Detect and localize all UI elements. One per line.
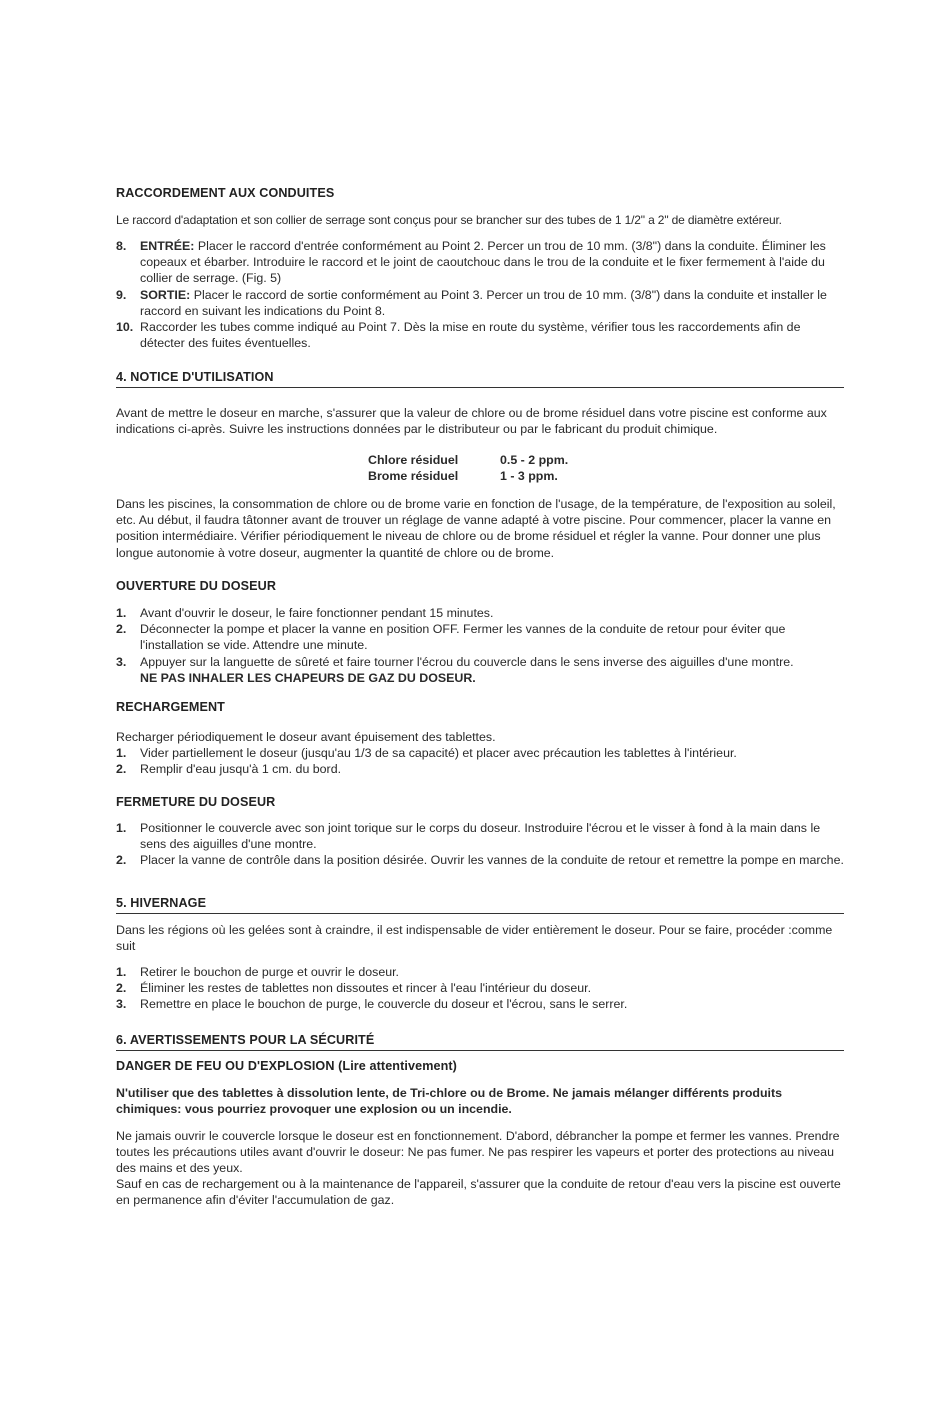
value-label: Brome résiduel <box>368 469 459 484</box>
item-number: 2. <box>116 981 127 996</box>
item-text: Remplir d'eau jusqu'à 1 cm. du bord. <box>140 762 342 777</box>
fermeture-list <box>116 820 844 869</box>
residual-values-table <box>368 452 568 484</box>
value-label: Chlore résiduel <box>368 453 459 467</box>
item-number: 10. <box>116 320 134 335</box>
item-number: 1. <box>116 746 127 760</box>
notice-body: Dans les piscines, la consommation de chlore ou de brome varie en fonction de l'usage, de la température, de l'exposition au soleil, etc. Au début, il faudra tâtonner avant de trouver un réglage de vanne adapté à votre piscine. Pour commencer, placer la vanne en position intermédiaire. Vérifier périodiquement le niveau de chlore ou de brome résiduel et régler la vanne. Pour donner une plus longue autonomie à votre doseur, augmenter la quantité de chlore ou de brome. <box>116 497 836 560</box>
list-item <box>116 238 844 287</box>
value-amount: 0.5 - 2 ppm. <box>500 453 569 467</box>
list-item <box>116 605 844 621</box>
safety-paragraph-1: Ne jamais ouvrir le couvercle lorsque le doseur est en fonctionnement. D'abord, débrancher la pompe et fermer les vannes. Prendre toutes les précautions utiles avant d'ouvrir le doseur: Ne pas fumer. Ne pas respirer les vapeurs et porter des protections au niveau des mains et des yeux. <box>116 1129 840 1176</box>
item-text: Placer le raccord de sortie conformément au Point 3. Percer un trou de 10 mm. (3/8") dans la conduite et installer le raccord en suivant les indications du Point 8. <box>140 287 827 318</box>
section-heading-rechargement: RECHARGEMENT <box>116 700 225 714</box>
list-item <box>116 996 844 1012</box>
list-item <box>116 621 844 653</box>
item-text: Positionner le couvercle avec son joint torique sur le corps du doseur. Instroduire l'écrou et le visser à fond à la main dans le sens des aiguilles d'une montre. <box>140 821 821 852</box>
list-item <box>116 980 844 996</box>
list-item <box>116 287 844 319</box>
raccordement-list <box>116 238 844 351</box>
list-item <box>116 319 844 351</box>
danger-subheading: DANGER DE FEU OU D'EXPLOSION (Lire attentivement) <box>116 1059 457 1073</box>
safety-warning: N'utiliser que des tablettes à dissolution lente, de Tri-chlore ou de Brome. Ne jamais mélanger différents produits chimiques: vous pourriez provoquer une explosion ou un incendie. <box>116 1086 782 1117</box>
table-row <box>368 468 568 484</box>
rechargement-intro: Recharger périodiquement le doseur avant épuisement des tablettes. <box>116 730 496 744</box>
item-number: 2. <box>116 762 127 777</box>
item-number: 2. <box>116 622 127 637</box>
item-lead: ENTRÉE: <box>140 239 195 253</box>
item-text: Retirer le bouchon de purge et ouvrir le doseur. <box>140 965 399 979</box>
list-item <box>116 820 844 852</box>
item-text: Placer la vanne de contrôle dans la position désirée. Ouvrir les vannes de la conduite de retour et remettre la pompe en marche. <box>140 853 844 868</box>
item-lead: SORTIE: <box>140 287 191 302</box>
item-number: 9. <box>116 287 127 302</box>
item-number: 8. <box>116 239 127 253</box>
section-heading-fermeture: FERMETURE DU DOSEUR <box>116 795 276 809</box>
item-number: 1. <box>116 821 127 835</box>
item-text: Placer le raccord d'entrée conformément au Point 2. Percer un trou de 10 mm. (3/8") dans la conduite. Éliminer les copeaux et ébarber. Introduire le raccord et le joint de caoutchouc dans le trou de la conduite et le fixer fermement à l'aide du collier de serrage. (Fig. 5) <box>140 239 826 286</box>
section-heading-notice: 4. NOTICE D'UTILISATION <box>116 369 844 388</box>
list-item <box>116 761 844 777</box>
hivernage-list <box>116 964 844 1013</box>
item-number: 3. <box>116 997 127 1012</box>
list-item <box>116 654 844 686</box>
item-text: Raccorder les tubes comme indiqué au Point 7. Dès la mise en route du système, vérifier tous les raccordements afin de détecter des fuites éventuelles. <box>140 320 801 351</box>
section-heading-raccordement: RACCORDEMENT AUX CONDUITES <box>116 186 335 200</box>
safety-paragraph-2: Sauf en cas de rechargement ou à la maintenance de l'appareil, s'assurer que la conduite de retour d'eau vers la piscine est ouverte en permanence afin d'éviter l'accumulation de gaz. <box>116 1177 841 1208</box>
item-text: Appuyer sur la languette de sûreté et faire tourner l'écrou du couvercle dans le sens inverse des aiguilles d'une montre. <box>140 654 794 669</box>
section-heading-ouverture: OUVERTURE DU DOSEUR <box>116 579 277 593</box>
item-number: 2. <box>116 853 127 868</box>
item-number: 1. <box>116 606 127 620</box>
item-text: Éliminer les restes de tablettes non dissoutes et rincer à l'eau l'intérieur du doseur. <box>140 981 592 996</box>
hivernage-intro: Dans les régions où les gelées sont à craindre, il est indispensable de vider entièrement le doseur. Pour se faire, procéder :comme suit <box>116 923 833 954</box>
list-item <box>116 745 844 761</box>
item-text: Remettre en place le bouchon de purge, le couvercle du doseur et l'écrou, sans le serrer. <box>140 997 628 1012</box>
item-warning: NE PAS INHALER LES CHAPEURS DE GAZ DU DOSEUR. <box>140 670 476 685</box>
rechargement-list <box>116 745 844 777</box>
item-number: 3. <box>116 654 127 669</box>
table-row <box>368 452 568 468</box>
item-text: Avant d'ouvrir le doseur, le faire fonctionner pendant 15 minutes. <box>140 606 494 620</box>
value-amount: 1 - 3 ppm. <box>500 469 558 484</box>
section-heading-securite: 6. AVERTISSEMENTS POUR LA SÉCURITÉ <box>116 1032 844 1051</box>
list-item <box>116 852 844 868</box>
item-number: 1. <box>116 965 127 979</box>
notice-intro: Avant de mettre le doseur en marche, s'assurer que la valeur de chlore ou de brome résiduel dans votre piscine est conforme aux indications ci-après. Suivre les instructions données par le distributeur ou par le fabricant du produit chimique. <box>116 406 827 437</box>
raccordement-intro: Le raccord d'adaptation et son collier de serrage sont conçus pour se brancher sur des tubes de 1 1/2" a 2" de diamètre extéreur. <box>116 213 782 227</box>
item-text: Vider partiellement le doseur (jusqu'au 1/3 de sa capacité) et placer avec précaution les tablettes à l'intérieur. <box>140 746 737 760</box>
item-text: Déconnecter la pompe et placer la vanne en position OFF. Fermer les vannes de la conduite de retour pour éviter que l'installation se vide. Attendre une minute. <box>140 622 786 653</box>
list-item <box>116 964 844 980</box>
section-heading-hivernage: 5. HIVERNAGE <box>116 895 844 914</box>
ouverture-list <box>116 605 844 686</box>
